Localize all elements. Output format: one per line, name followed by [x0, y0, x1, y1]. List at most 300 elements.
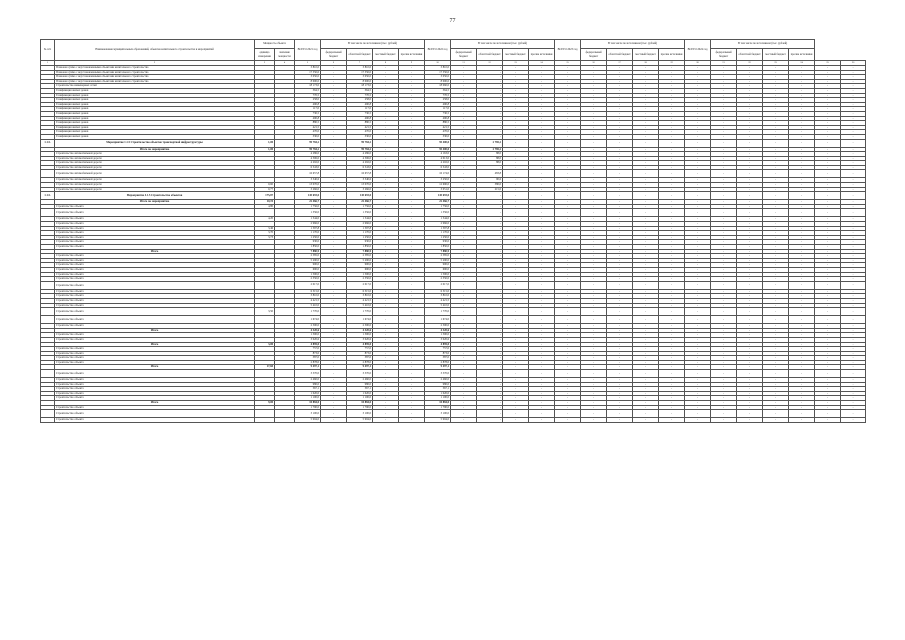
- row-federal-2022: -: [451, 382, 477, 387]
- row-total-2024: -: [685, 360, 711, 365]
- row-name: Итого по мероприятию: [55, 147, 255, 152]
- row-local-2022: -: [503, 217, 529, 222]
- row-total-2024: -: [685, 147, 711, 152]
- row-regional-2022: -: [477, 391, 503, 396]
- row-regional-2021: 3 370,0: [347, 370, 373, 378]
- row-other-2021: -: [399, 183, 425, 188]
- row-local-2023: -: [633, 298, 659, 303]
- row-total-2024: -: [685, 192, 711, 200]
- row-name: Плановая сумма с неустановленными объектами капитального строительства: [55, 79, 255, 84]
- row-regional-2024: -: [737, 333, 763, 338]
- row-extra-1: -: [815, 231, 841, 236]
- row-local-2022: -: [503, 70, 529, 75]
- row-regional-2024: -: [737, 178, 763, 183]
- row-other-2024: -: [789, 107, 815, 112]
- row-local-2023: -: [633, 66, 659, 71]
- row-local-2022: -: [503, 66, 529, 71]
- row-local-2021: -: [373, 337, 399, 342]
- row-total-2021: 2 350,0: [295, 277, 321, 282]
- row-total-2023: -: [555, 134, 581, 139]
- row-local-2024: -: [763, 75, 789, 80]
- row-local-2022: -: [503, 178, 529, 183]
- row-local-2021: -: [373, 170, 399, 178]
- row-number: [41, 281, 55, 289]
- row-regional-2022: -: [477, 209, 503, 217]
- row-regional-2021: 364,5: [347, 88, 373, 93]
- row-regional-2022: -: [477, 204, 503, 209]
- row-regional-2021: 1 756,0: [347, 204, 373, 209]
- row-total-2022: 3 050,0: [425, 75, 451, 80]
- row-other-2021: -: [399, 245, 425, 250]
- row-total-2023: -: [555, 152, 581, 157]
- row-other-2023: -: [659, 93, 685, 98]
- row-local-2023: -: [633, 360, 659, 365]
- row-regional-2024: -: [737, 226, 763, 231]
- row-extra-1: -: [815, 360, 841, 365]
- row-regional-2023: -: [607, 111, 633, 116]
- row-local-2024: -: [763, 298, 789, 303]
- row-federal-2024: -: [711, 418, 737, 423]
- row-local-2021: -: [373, 88, 399, 93]
- row-capacity-unit: 175,87: [255, 192, 275, 200]
- row-extra-1: -: [815, 294, 841, 299]
- row-regional-2024: -: [737, 294, 763, 299]
- row-regional-2022: -: [477, 102, 503, 107]
- row-other-2022: -: [529, 226, 555, 231]
- row-regional-2022: -: [477, 360, 503, 365]
- row-total-2022: 757,0: [425, 347, 451, 352]
- row-local-2023: -: [633, 249, 659, 254]
- row-other-2022: -: [529, 387, 555, 392]
- row-local-2023: -: [633, 98, 659, 103]
- row-regional-2024: -: [737, 391, 763, 396]
- row-regional-2024: -: [737, 156, 763, 161]
- row-name: Итого по мероприятию: [55, 200, 255, 205]
- row-regional-2023: -: [607, 370, 633, 378]
- row-other-2022: -: [529, 209, 555, 217]
- row-name: Строительство автомобильной дороги: [55, 156, 255, 161]
- row-federal-2022: -: [451, 111, 477, 116]
- row-extra-2: -: [841, 303, 866, 308]
- row-local-2024: -: [763, 365, 789, 370]
- row-other-2024: -: [789, 98, 815, 103]
- row-other-2022: -: [529, 102, 555, 107]
- row-total-2021: 387,0: [295, 356, 321, 361]
- row-local-2023: -: [633, 165, 659, 170]
- row-other-2023: -: [659, 272, 685, 277]
- row-regional-2021: 3 810,0: [347, 294, 373, 299]
- row-local-2024: -: [763, 217, 789, 222]
- row-name: Строительство объекта: [55, 226, 255, 231]
- header-capacity: Мощность объекта: [255, 40, 295, 49]
- header-local: местный бюджет: [503, 49, 529, 61]
- row-total-2024: -: [685, 178, 711, 183]
- row-local-2024: -: [763, 356, 789, 361]
- row-extra-2: -: [841, 134, 866, 139]
- row-federal-2021: -: [321, 405, 347, 410]
- row-regional-2023: -: [607, 342, 633, 347]
- row-number: [41, 410, 55, 418]
- row-other-2024: -: [789, 370, 815, 378]
- row-federal-2023: -: [581, 125, 607, 130]
- row-total-2024: -: [685, 378, 711, 383]
- row-extra-2: -: [841, 356, 866, 361]
- row-total-2023: -: [555, 333, 581, 338]
- row-federal-2021: -: [321, 152, 347, 157]
- column-number: 13: [503, 61, 529, 66]
- row-capacity-unit: [255, 281, 275, 289]
- table-row: [41, 418, 866, 423]
- row-regional-2021: 873,0: [347, 351, 373, 356]
- row-other-2023: -: [659, 192, 685, 200]
- row-federal-2021: -: [321, 365, 347, 370]
- row-total-2021: 22 466,7: [295, 200, 321, 205]
- row-total-2021: 3 266,0: [295, 187, 321, 192]
- row-total-2022: 4 202,0: [425, 161, 451, 166]
- row-local-2023: -: [633, 333, 659, 338]
- row-name: Итого: [55, 365, 255, 370]
- row-regional-2022: -: [477, 254, 503, 259]
- row-local-2024: -: [763, 316, 789, 324]
- row-regional-2021: 99 784,2: [347, 139, 373, 147]
- row-name: Строительство автомобильной дороги: [55, 165, 255, 170]
- row-federal-2023: -: [581, 121, 607, 126]
- row-total-2024: -: [685, 308, 711, 316]
- row-local-2024: -: [763, 152, 789, 157]
- row-local-2023: -: [633, 316, 659, 324]
- row-other-2022: -: [529, 391, 555, 396]
- row-federal-2024: -: [711, 79, 737, 84]
- row-regional-2024: -: [737, 360, 763, 365]
- row-other-2021: -: [399, 303, 425, 308]
- row-total-2024: -: [685, 222, 711, 227]
- row-other-2021: -: [399, 249, 425, 254]
- row-total-2023: -: [555, 102, 581, 107]
- row-total-2021: 4 292,0: [295, 161, 321, 166]
- row-other-2021: -: [399, 88, 425, 93]
- row-total-2024: -: [685, 161, 711, 166]
- row-extra-1: -: [815, 170, 841, 178]
- row-total-2023: -: [555, 387, 581, 392]
- row-other-2023: -: [659, 316, 685, 324]
- row-extra-2: -: [841, 209, 866, 217]
- row-total-2023: -: [555, 324, 581, 329]
- row-federal-2024: -: [711, 337, 737, 342]
- row-local-2022: -: [503, 161, 529, 166]
- row-local-2021: -: [373, 102, 399, 107]
- row-federal-2022: -: [451, 152, 477, 157]
- row-regional-2023: -: [607, 125, 633, 130]
- row-extra-1: -: [815, 405, 841, 410]
- row-regional-2024: -: [737, 204, 763, 209]
- row-local-2023: -: [633, 263, 659, 268]
- row-other-2023: -: [659, 294, 685, 299]
- row-other-2022: -: [529, 333, 555, 338]
- row-other-2021: -: [399, 200, 425, 205]
- row-federal-2023: -: [581, 98, 607, 103]
- row-local-2022: -: [503, 121, 529, 126]
- row-federal-2021: -: [321, 382, 347, 387]
- row-total-2021: 1 544,0: [295, 217, 321, 222]
- row-total-2021: 873,0: [295, 351, 321, 356]
- row-regional-2023: -: [607, 328, 633, 333]
- row-other-2022: -: [529, 347, 555, 352]
- row-capacity-unit: [255, 209, 275, 217]
- row-regional-2022: -: [477, 333, 503, 338]
- row-regional-2023: -: [607, 192, 633, 200]
- row-regional-2024: -: [737, 396, 763, 401]
- row-extra-1: -: [815, 134, 841, 139]
- row-total-2023: -: [555, 156, 581, 161]
- row-local-2024: -: [763, 187, 789, 192]
- row-extra-1: -: [815, 267, 841, 272]
- row-extra-2: -: [841, 161, 866, 166]
- row-federal-2022: -: [451, 370, 477, 378]
- row-federal-2023: -: [581, 401, 607, 406]
- row-regional-2024: -: [737, 222, 763, 227]
- row-local-2024: -: [763, 294, 789, 299]
- row-total-2021: 4 421,5: [295, 298, 321, 303]
- row-local-2024: -: [763, 342, 789, 347]
- row-federal-2022: -: [451, 308, 477, 316]
- row-local-2022: -: [503, 378, 529, 383]
- row-regional-2022: 2 785,2: [477, 139, 503, 147]
- row-extra-2: -: [841, 75, 866, 80]
- row-federal-2023: -: [581, 333, 607, 338]
- row-regional-2021: 1 544,0: [347, 217, 373, 222]
- row-other-2024: -: [789, 328, 815, 333]
- row-federal-2021: -: [321, 294, 347, 299]
- header-federal: федеральный бюджет: [581, 49, 607, 61]
- row-federal-2021: -: [321, 75, 347, 80]
- row-other-2021: -: [399, 410, 425, 418]
- row-other-2021: -: [399, 289, 425, 294]
- row-regional-2021: 5 290,0: [347, 258, 373, 263]
- row-other-2022: -: [529, 156, 555, 161]
- row-local-2022: -: [503, 249, 529, 254]
- row-total-2022: 145 693,0: [425, 192, 451, 200]
- row-federal-2021: -: [321, 217, 347, 222]
- row-federal-2024: -: [711, 258, 737, 263]
- row-regional-2024: -: [737, 231, 763, 236]
- row-local-2023: -: [633, 156, 659, 161]
- row-extra-1: -: [815, 337, 841, 342]
- row-other-2021: -: [399, 152, 425, 157]
- row-federal-2022: -: [451, 337, 477, 342]
- row-regional-2023: -: [607, 308, 633, 316]
- row-local-2024: -: [763, 70, 789, 75]
- row-other-2022: -: [529, 231, 555, 236]
- row-other-2022: -: [529, 222, 555, 227]
- row-regional-2024: -: [737, 75, 763, 80]
- row-name: Строительство автомобильной дороги: [55, 183, 255, 188]
- row-extra-2: -: [841, 382, 866, 387]
- row-federal-2024: -: [711, 328, 737, 333]
- row-name: Газификация жилых домов: [55, 130, 255, 135]
- row-other-2023: -: [659, 235, 685, 240]
- row-local-2024: -: [763, 240, 789, 245]
- row-federal-2024: -: [711, 165, 737, 170]
- row-federal-2021: -: [321, 98, 347, 103]
- row-local-2022: -: [503, 298, 529, 303]
- row-regional-2021: 3 020,6: [347, 337, 373, 342]
- row-extra-1: -: [815, 351, 841, 356]
- row-local-2023: -: [633, 289, 659, 294]
- row-federal-2024: -: [711, 134, 737, 139]
- row-federal-2024: -: [711, 130, 737, 135]
- row-extra-2: -: [841, 165, 866, 170]
- row-other-2024: -: [789, 88, 815, 93]
- row-federal-2024: -: [711, 183, 737, 188]
- header-no: № п/п: [41, 40, 55, 61]
- row-regional-2023: -: [607, 107, 633, 112]
- row-local-2023: -: [633, 378, 659, 383]
- column-number: 15: [555, 61, 581, 66]
- row-other-2024: -: [789, 217, 815, 222]
- row-other-2021: -: [399, 66, 425, 71]
- row-regional-2023: -: [607, 405, 633, 410]
- row-regional-2024: -: [737, 378, 763, 383]
- row-name: Итого: [55, 401, 255, 406]
- row-total-2024: -: [685, 289, 711, 294]
- row-extra-1: -: [815, 235, 841, 240]
- row-local-2023: -: [633, 231, 659, 236]
- row-other-2023: -: [659, 147, 685, 152]
- row-local-2021: -: [373, 70, 399, 75]
- row-name: Строительство объекта: [55, 387, 255, 392]
- row-extra-2: -: [841, 130, 866, 135]
- row-federal-2023: -: [581, 217, 607, 222]
- row-other-2022: -: [529, 316, 555, 324]
- row-federal-2021: -: [321, 107, 347, 112]
- row-local-2021: -: [373, 308, 399, 316]
- row-other-2021: -: [399, 337, 425, 342]
- row-name: Плановая сумма с неустановленными объектами капитального строительства: [55, 66, 255, 71]
- row-extra-1: -: [815, 66, 841, 71]
- row-total-2024: -: [685, 365, 711, 370]
- row-other-2021: -: [399, 277, 425, 282]
- header-other: прочие источники: [399, 49, 425, 61]
- row-regional-2024: -: [737, 401, 763, 406]
- row-other-2021: -: [399, 102, 425, 107]
- row-extra-2: -: [841, 125, 866, 130]
- row-extra-2: -: [841, 333, 866, 338]
- row-federal-2021: -: [321, 324, 347, 329]
- row-local-2024: -: [763, 267, 789, 272]
- row-local-2024: -: [763, 347, 789, 352]
- row-federal-2023: -: [581, 187, 607, 192]
- row-capacity-unit: 17,60: [255, 365, 275, 370]
- header-other: прочие источники: [789, 49, 815, 61]
- row-regional-2023: -: [607, 281, 633, 289]
- table-row: [41, 139, 866, 147]
- row-regional-2021: 258,0: [347, 98, 373, 103]
- row-local-2023: -: [633, 209, 659, 217]
- row-local-2024: -: [763, 178, 789, 183]
- row-other-2023: -: [659, 308, 685, 316]
- row-regional-2021: 567,1: [347, 387, 373, 392]
- row-name: Строительство автомобильной дороги: [55, 161, 255, 166]
- row-federal-2021: -: [321, 281, 347, 289]
- row-name: Строительство объекта: [55, 209, 255, 217]
- row-regional-2023: -: [607, 391, 633, 396]
- row-local-2024: -: [763, 98, 789, 103]
- row-total-2022: 730,5: [425, 111, 451, 116]
- row-total-2022: 3 020,6: [425, 337, 451, 342]
- row-local-2021: -: [373, 277, 399, 282]
- row-local-2023: -: [633, 267, 659, 272]
- row-total-2021: 980,0: [295, 382, 321, 387]
- row-local-2021: -: [373, 156, 399, 161]
- row-local-2021: -: [373, 161, 399, 166]
- row-local-2022: -: [503, 401, 529, 406]
- row-local-2021: -: [373, 79, 399, 84]
- row-local-2024: -: [763, 387, 789, 392]
- row-regional-2021: 4 895,0: [347, 342, 373, 347]
- row-total-2024: -: [685, 249, 711, 254]
- row-local-2022: -: [503, 125, 529, 130]
- column-number: 19: [659, 61, 685, 66]
- row-total-2022: 900,0: [425, 263, 451, 268]
- row-federal-2023: -: [581, 396, 607, 401]
- row-regional-2021: 8 000,0: [347, 79, 373, 84]
- row-local-2021: -: [373, 396, 399, 401]
- row-extra-2: -: [841, 351, 866, 356]
- row-total-2022: 22 466,7: [425, 200, 451, 205]
- row-other-2021: -: [399, 370, 425, 378]
- row-regional-2023: -: [607, 272, 633, 277]
- row-regional-2024: -: [737, 93, 763, 98]
- row-regional-2024: -: [737, 161, 763, 166]
- row-regional-2021: 6 543,0: [347, 165, 373, 170]
- row-federal-2022: -: [451, 298, 477, 303]
- row-local-2022: -: [503, 360, 529, 365]
- row-local-2022: -: [503, 152, 529, 157]
- row-local-2023: -: [633, 382, 659, 387]
- row-regional-2022: 88,0: [477, 161, 503, 166]
- row-total-2022: 1 790,0: [425, 405, 451, 410]
- row-regional-2023: -: [607, 93, 633, 98]
- row-name: Мероприятие 1.1.5 Строительство объектов транспортной инфраструктуры: [55, 139, 255, 147]
- row-extra-1: -: [815, 263, 841, 268]
- row-regional-2022: -: [477, 303, 503, 308]
- row-capacity-unit: 3,00: [255, 342, 275, 347]
- row-local-2021: -: [373, 360, 399, 365]
- row-regional-2024: -: [737, 342, 763, 347]
- row-name: Строительство объекта: [55, 277, 255, 282]
- row-total-2022: 117,0: [425, 107, 451, 112]
- column-number: 24: [789, 61, 815, 66]
- header-federal: федеральный бюджет: [451, 49, 477, 61]
- row-total-2022: 1 356,0: [425, 209, 451, 217]
- row-regional-2021: 1 770,0: [347, 308, 373, 316]
- row-federal-2021: -: [321, 387, 347, 392]
- row-total-2024: -: [685, 258, 711, 263]
- row-federal-2022: -: [451, 161, 477, 166]
- row-local-2021: -: [373, 272, 399, 277]
- row-total-2024: -: [685, 294, 711, 299]
- row-regional-2021: 16 657,8: [347, 170, 373, 178]
- row-extra-1: -: [815, 107, 841, 112]
- row-federal-2021: -: [321, 161, 347, 166]
- row-name: Строительство инженерных сетей: [55, 84, 255, 89]
- row-regional-2021: 980,0: [347, 382, 373, 387]
- row-regional-2024: -: [737, 308, 763, 316]
- row-federal-2022: -: [451, 70, 477, 75]
- row-local-2021: -: [373, 231, 399, 236]
- column-number: 4: [275, 61, 295, 66]
- row-federal-2024: -: [711, 391, 737, 396]
